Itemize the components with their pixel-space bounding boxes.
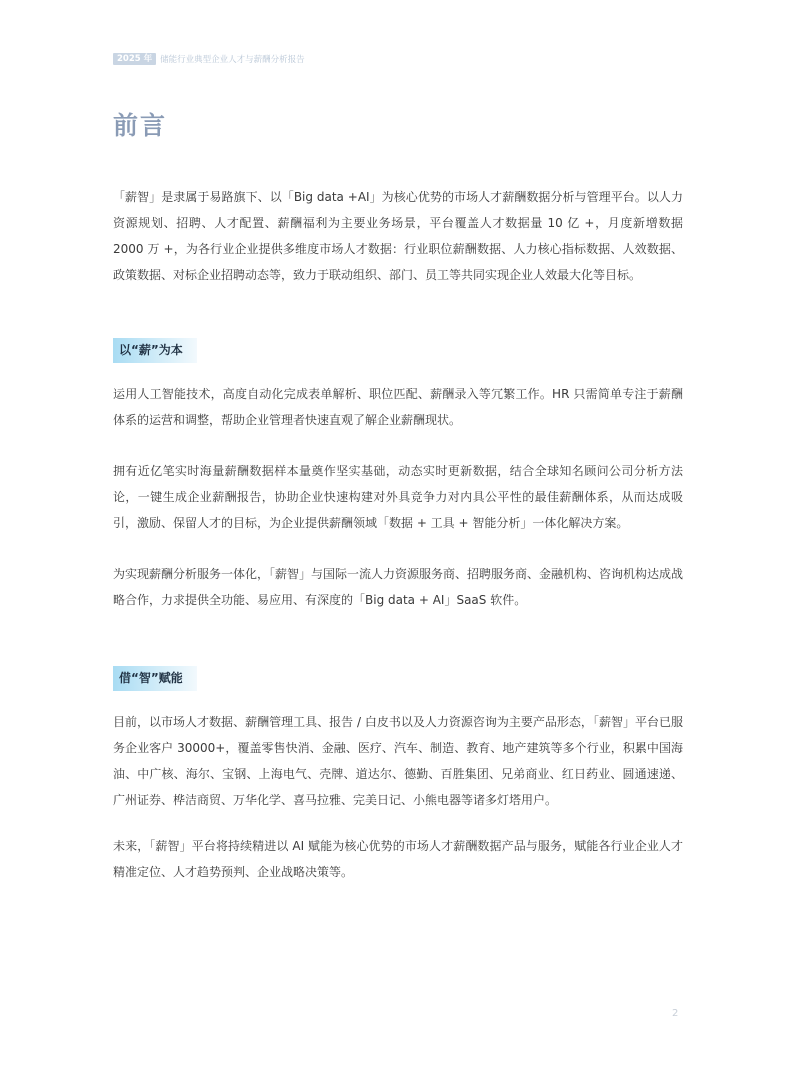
section-title-zhi: 借“智”赋能 [113, 666, 197, 691]
header-year-badge: 2025 年 [113, 53, 156, 65]
section1-paragraph-1: 运用人工智能技术，高度自动化完成表单解析、职位匹配、薪酬录入等冗繁工作。HR 只需简单专注于薪酬体系的运营和调整，帮助企业管理者快速直观了解企业薪酬现状。 [113, 387, 683, 427]
report-header [113, 53, 305, 65]
section2-paragraph-2: 未来，「薪智」平台将持续精进以 AI 赋能为核心优势的市场人才薪酬数据产品与服务，赋能各行业企业人才精准定位、人才趋势预判、企业战略决策等。 [113, 839, 683, 879]
section-title-xin: 以“薪”为本 [113, 338, 197, 363]
section2-paragraph-1: 目前，以市场人才数据、薪酬管理工具、报告 / 白皮书以及人力资源咨询为主要产品形态，「薪智」平台已服务企业客户 30000+，覆盖零售快消、金融、医疗、汽车、制造、教育、地产建筑等多个行业，积累中国海油、中广核、海尔、宝钢、上海电气、壳牌、道达尔、德勤、百胜集团、兄弟商业、红日药业、圆通速递、广州证券、桦洁商贸、万华化学、喜马拉雅、完美日记、小熊电器等诸多灯塔用户。 [113, 715, 683, 807]
page-title: 前言 [113, 111, 168, 140]
section1-paragraph-2: 拥有近亿笔实时海量薪酬数据样本量奠作坚实基础，动态实时更新数据，结合全球知名顾问公司分析方法论，一键生成企业薪酬报告，协助企业快速构建对外具竞争力对内具公平性的最佳薪酬体系，从而达成吸引，激励、保留人才的目标，为企业提供薪酬领域「数据 + 工具 + 智能分析」一体化解决方案。 [113, 464, 683, 530]
page-number: 2 [672, 1008, 679, 1019]
intro-paragraph: 「薪智」是隶属于易路旗下、以「Big data +AI」为核心优势的市场人才薪酬数据分析与管理平台。以人力资源规划、招聘、人才配置、薪酬福利为主要业务场景，平台覆盖人才数据量 10 亿 +，月度新增数据 2000 万 +，为各行业企业提供多维度市场人才数据：行业职位薪酬数据、人力核心指标数据、人效数据、政策数据、对标企业招聘动态等，致力于联动组织、部门、员工等共同实现企业人效最大化等目标。 [113, 190, 683, 282]
header-report-title: 储能行业典型企业人才与薪酬分析报告 [160, 55, 305, 65]
section1-paragraph-3: 为实现薪酬分析服务一体化，「薪智」与国际一流人力资源服务商、招聘服务商、金融机构、咨询机构达成战略合作，力求提供全功能、易应用、有深度的「Big data + AI」SaaS 软件。 [113, 567, 684, 607]
